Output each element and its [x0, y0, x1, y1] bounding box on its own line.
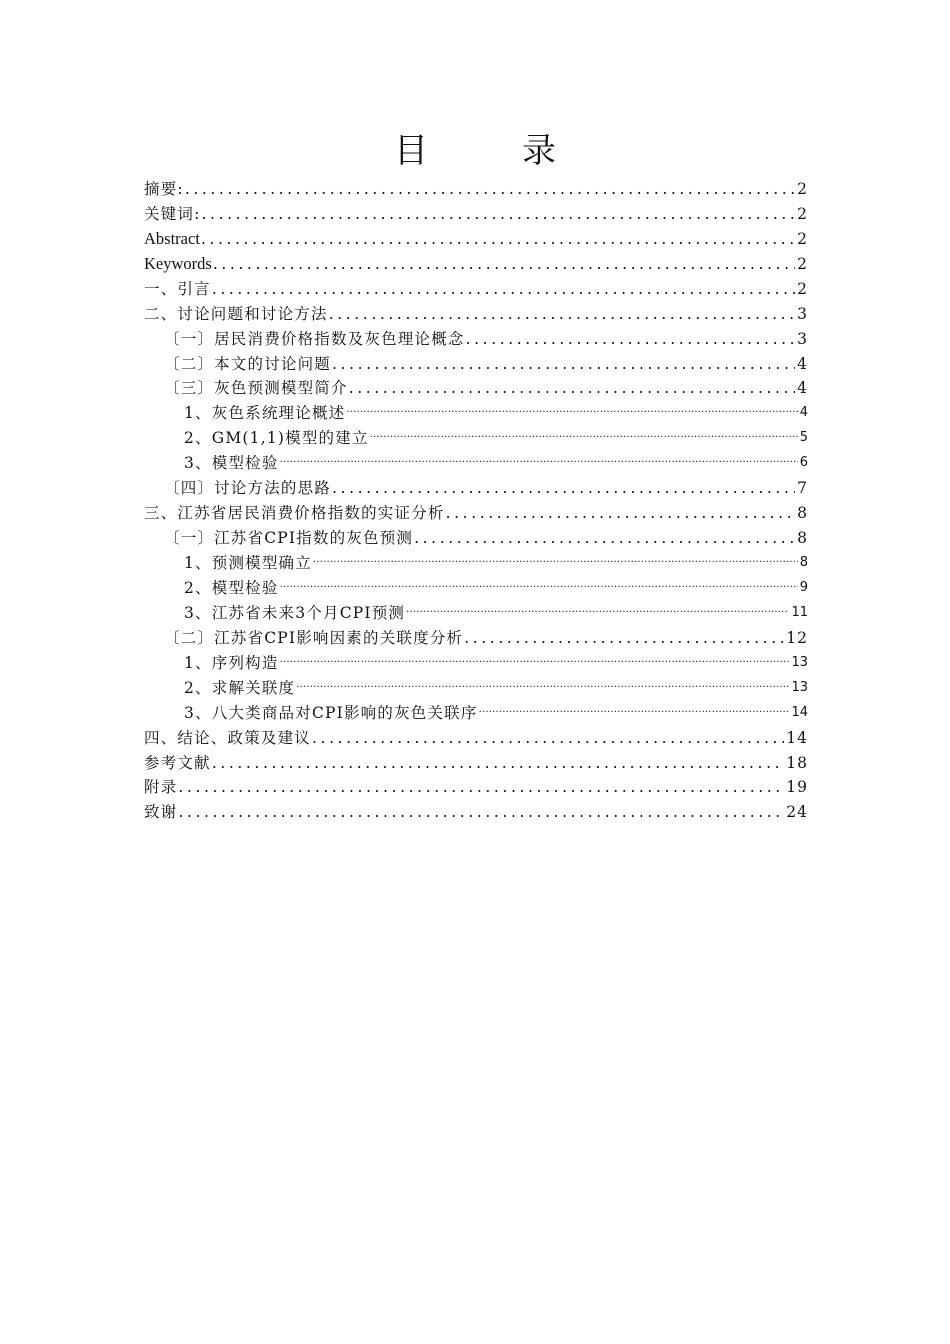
- toc-dot-leader: [296, 675, 789, 695]
- toc-entry-label: 致谢: [144, 803, 178, 822]
- toc-entry-label: 〔二〕江苏省CPI影响因素的关联度分析: [164, 628, 464, 647]
- toc-entry[interactable]: [144, 324, 808, 349]
- toc-entry-label: 〔四〕讨论方法的思路: [164, 479, 332, 498]
- toc-dot-leader: [185, 179, 795, 199]
- toc-entry-page: 4: [797, 379, 808, 398]
- toc-dot-leader: [332, 354, 795, 374]
- toc-entry[interactable]: [144, 473, 808, 498]
- toc-entry[interactable]: [144, 773, 808, 798]
- toc-entry-page: 4: [799, 405, 808, 421]
- toc-entry[interactable]: [144, 498, 808, 523]
- toc-entry[interactable]: [144, 349, 808, 374]
- toc-dot-leader: [446, 503, 796, 523]
- toc-entry[interactable]: [144, 523, 808, 548]
- toc-entry-page: 8: [797, 529, 808, 548]
- toc-entry[interactable]: [144, 274, 808, 299]
- toc-entry-page: 12: [786, 628, 808, 647]
- toc-dot-leader: [414, 528, 795, 548]
- toc-dot-leader: [201, 229, 795, 249]
- toc-dot-leader: [329, 304, 795, 324]
- toc-dot-leader: [313, 550, 798, 570]
- toc-entry-label: 三、江苏省居民消费价格指数的实证分析: [144, 504, 445, 523]
- toc-entry-page: 3: [797, 304, 808, 323]
- toc-entry-page: 3: [797, 329, 808, 348]
- toc-entry-label: Keywords: [144, 253, 212, 273]
- toc-entry-page: 9: [799, 579, 808, 595]
- toc-entry-page: 4: [797, 354, 808, 373]
- toc-dot-leader: [464, 628, 784, 648]
- toc-dot-leader: [213, 254, 795, 274]
- page-title: 目 录: [394, 131, 586, 171]
- toc-entry[interactable]: [144, 673, 808, 698]
- toc-entry-page: 13: [791, 654, 808, 670]
- toc-entry-label: Abstract: [144, 228, 200, 248]
- toc-entry-label: 1、预测模型确立: [184, 554, 312, 572]
- toc-dot-leader: [332, 478, 795, 498]
- toc-entry-page: 8: [799, 555, 808, 570]
- toc-entry[interactable]: [144, 623, 808, 648]
- toc-entry-label: 〔一〕居民消费价格指数及灰色理论概念: [164, 329, 465, 348]
- toc-entry[interactable]: [144, 598, 808, 623]
- toc-dot-leader: [178, 802, 784, 822]
- toc-dot-leader: [280, 650, 790, 670]
- toc-entry-label: 关键词:: [144, 204, 201, 223]
- toc-entry-label: 1、灰色系统理论概述: [184, 404, 346, 423]
- toc-entry[interactable]: [144, 423, 808, 448]
- toc-entry-label: 2、求解关联度: [184, 678, 296, 697]
- toc-entry-label: 2、模型检验: [184, 578, 279, 597]
- toc-entry-page: 13: [791, 679, 808, 695]
- toc-entry-label: 一、引言: [144, 279, 211, 298]
- toc-entry-label: 附录: [144, 778, 178, 797]
- toc-entry-page: 2: [797, 179, 808, 198]
- toc-entry[interactable]: [144, 797, 808, 822]
- toc-dot-leader: [466, 329, 796, 349]
- toc-entry-label: 二、讨论问题和讨论方法: [144, 304, 328, 323]
- toc-dot-leader: [280, 575, 798, 595]
- toc-entry-page: 2: [797, 229, 808, 248]
- toc-entry-page: 6: [799, 455, 808, 471]
- toc-entry-page: 24: [786, 803, 808, 822]
- toc-entry-page: 2: [797, 279, 808, 298]
- toc-entry-label: 〔一〕江苏省CPI指数的灰色预测: [164, 529, 414, 548]
- toc-entry[interactable]: [144, 748, 808, 773]
- toc-entry[interactable]: [144, 398, 808, 423]
- toc-entry[interactable]: [144, 174, 808, 199]
- toc-entry-label: 摘要:: [144, 179, 184, 198]
- toc-entry-page: 14: [786, 728, 808, 747]
- toc-entry-page: 2: [797, 254, 808, 273]
- toc-entry-page: 2: [797, 204, 808, 223]
- toc-dot-leader: [346, 400, 797, 420]
- toc-dot-leader: [312, 728, 784, 748]
- toc-dot-leader: [406, 600, 789, 620]
- toc-entry[interactable]: [144, 548, 808, 573]
- toc-entry-label: 3、八大类商品对CPI影响的灰色关联序: [184, 703, 478, 722]
- toc-entry-page: 18: [786, 753, 808, 772]
- toc-dot-leader: [212, 279, 795, 299]
- toc-dot-leader: [349, 378, 795, 398]
- toc-dot-leader: [212, 753, 784, 773]
- toc-entry[interactable]: [144, 573, 808, 598]
- toc-entry[interactable]: [144, 374, 808, 399]
- toc-entry[interactable]: [144, 224, 808, 249]
- toc-entry[interactable]: [144, 448, 808, 473]
- toc-entry-label: 〔三〕灰色预测模型简介: [164, 379, 348, 398]
- toc-entry[interactable]: [144, 648, 808, 673]
- toc-entry[interactable]: [144, 723, 808, 748]
- toc-entry-label: 1、序列构造: [184, 653, 279, 672]
- toc-dot-leader: [178, 777, 784, 797]
- toc-entry[interactable]: [144, 199, 808, 224]
- toc-entry-label: 3、江苏省未来3个月CPI预测: [184, 603, 406, 622]
- toc-entry-label: 四、结论、政策及建议: [144, 728, 312, 747]
- toc-entry-page: 19: [786, 778, 808, 797]
- toc-entry[interactable]: [144, 249, 808, 274]
- toc-dot-leader: [370, 425, 798, 445]
- toc-entry-label: 参考文献: [144, 753, 211, 772]
- toc-dot-leader: [202, 204, 796, 224]
- toc-dot-leader: [479, 700, 790, 720]
- toc-entry[interactable]: [144, 698, 808, 723]
- toc-entry-page: 14: [791, 704, 808, 720]
- toc-entry-label: 〔二〕本文的讨论问题: [164, 354, 332, 373]
- toc-entry-page: 7: [797, 479, 808, 498]
- toc-entry-page: 8: [797, 504, 808, 523]
- toc-entry[interactable]: [144, 299, 808, 324]
- toc-dot-leader: [280, 450, 798, 470]
- toc-entry-page: 11: [791, 604, 808, 620]
- toc-entry-page: 5: [799, 430, 808, 446]
- toc-entry-label: 3、模型检验: [184, 454, 279, 473]
- toc-entry-label: 2、GM(1,1)模型的建立: [184, 429, 369, 448]
- table-of-contents: [144, 174, 808, 822]
